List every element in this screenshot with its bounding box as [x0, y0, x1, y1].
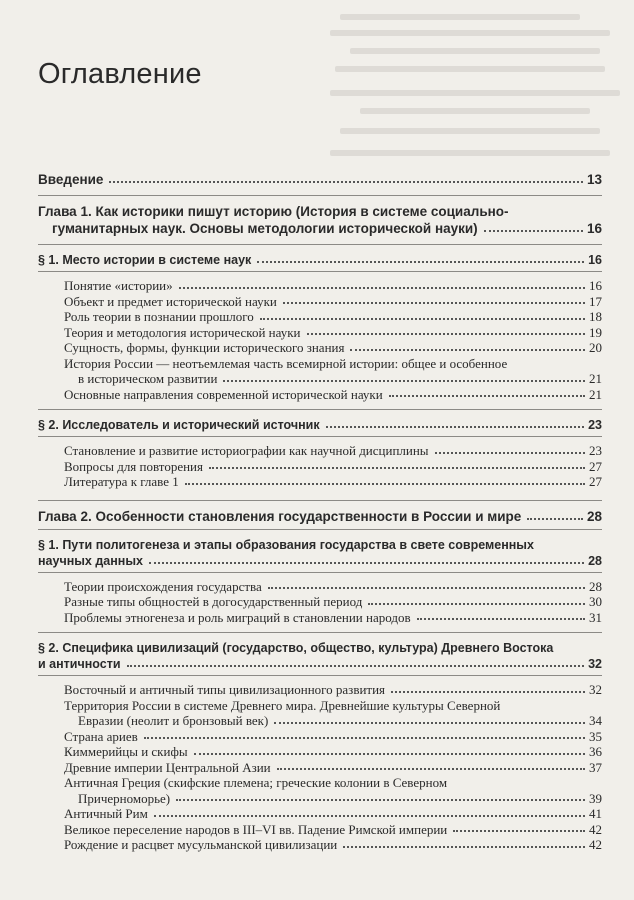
- dot-leader: [176, 799, 585, 801]
- toc-entry-ch1-sec2[interactable]: [38, 417, 602, 433]
- dot-leader: [127, 665, 585, 667]
- toc-entry-item[interactable]: [38, 775, 602, 806]
- toc-entry-label: Восточный и античный типы цивилизационного развития: [64, 682, 386, 697]
- toc-entry-item[interactable]: [38, 698, 602, 729]
- toc-entry-label: научных данных: [38, 553, 143, 568]
- toc-entry-label: Теория и методология исторической науки: [64, 324, 301, 340]
- toc-entry-label: гуманитарных наук. Основы методологии исторической науки): [52, 221, 478, 236]
- toc-entry-label: Введение: [38, 172, 104, 187]
- toc-entry-label: Страна ариев: [64, 728, 138, 744]
- toc-page-number: 34: [589, 713, 602, 728]
- toc-entry-label: История России — неотъемлемая часть всемирной истории: общее и особенное: [64, 355, 508, 371]
- toc-entry-chapter1[interactable]: [38, 203, 602, 237]
- toc-page-number: 23: [589, 443, 602, 458]
- toc-entry-label: Становление и развитие историографии как научной дисциплины: [64, 443, 429, 458]
- toc-entry-item[interactable]: [38, 340, 602, 356]
- toc-entry-item[interactable]: [38, 294, 602, 310]
- toc-entry-label: Причерноморье): [78, 790, 171, 806]
- toc-entry-item[interactable]: [38, 806, 602, 822]
- toc-entry-label: Великое переселение народов в III–VI вв. Падение Римской империи: [64, 821, 448, 837]
- toc-entry-label: § 2. Исследователь и исторический источник: [38, 418, 320, 432]
- dot-leader: [194, 753, 585, 755]
- toc-page-number: 42: [589, 837, 602, 852]
- dot-leader: [368, 603, 585, 605]
- toc-entry-item[interactable]: [38, 837, 602, 853]
- toc-page-number: 21: [589, 386, 602, 402]
- toc-entry-item[interactable]: [38, 594, 602, 610]
- dot-leader: [257, 261, 584, 263]
- toc-entry-label: Глава 1. Как историки пишут историю (История в системе социально-: [38, 204, 509, 219]
- toc-page-number: 42: [589, 821, 602, 837]
- toc-page-number: 16: [586, 221, 602, 236]
- toc-entry-item[interactable]: [38, 822, 602, 838]
- divider: [38, 409, 602, 410]
- dot-leader: [274, 722, 585, 724]
- divider: [38, 271, 602, 272]
- dot-leader: [223, 380, 585, 382]
- toc-page-number: 18: [589, 309, 602, 324]
- toc-entry-item[interactable]: [38, 356, 602, 387]
- toc-entry-label: Рождение и расцвет мусульманской цивилизации: [64, 837, 338, 852]
- dot-leader: [209, 467, 585, 469]
- toc-page-number: 17: [589, 293, 602, 309]
- toc-entry-item[interactable]: [38, 278, 602, 294]
- toc-page-number: 37: [589, 759, 602, 775]
- toc-entry-label: § 1. Пути политогенеза и этапы образования государства в свете современных: [38, 537, 534, 552]
- toc-entry-item[interactable]: [38, 760, 602, 776]
- toc-entry-item[interactable]: [38, 443, 602, 459]
- dot-leader: [527, 518, 583, 520]
- toc-entry-label: § 2. Специфика цивилизаций (государство, общество, культура) Древнего Востока: [38, 641, 554, 655]
- dot-leader: [179, 287, 585, 289]
- dot-leader: [154, 815, 585, 817]
- dot-leader: [185, 483, 585, 485]
- divider: [38, 244, 602, 245]
- dot-leader: [149, 562, 584, 564]
- toc-entry-item[interactable]: [38, 459, 602, 475]
- toc-page-number: 21: [589, 371, 602, 386]
- dot-leader: [343, 846, 585, 848]
- toc-entry-label: Понятие «истории»: [64, 278, 173, 293]
- toc-page-number: 28: [586, 508, 602, 524]
- toc-entry-label: Теории происхождения государства: [64, 578, 262, 594]
- toc-entry-label: Разные типы общностей в догосударственный период: [64, 594, 363, 609]
- toc-entry-label: Глава 2. Особенности становления государственности в России и мире: [38, 508, 522, 524]
- toc-page-number: 28: [589, 578, 602, 594]
- dot-leader: [144, 737, 585, 739]
- toc-page-number: 31: [589, 609, 602, 625]
- toc-entry-label: в историческом развитии: [78, 371, 218, 386]
- toc-entry-item[interactable]: [38, 474, 602, 490]
- toc-entry-label: Киммерийцы и скифы: [64, 744, 188, 759]
- toc-entry-label: Объект и предмет исторической науки: [64, 293, 277, 309]
- toc-entry-ch2-sec2[interactable]: [38, 640, 602, 672]
- toc-entry-label: Древние империи Центральной Азии: [64, 759, 271, 775]
- toc-entry-label: и античности: [38, 657, 121, 671]
- toc-entry-label: Литература к главе 1: [64, 474, 179, 489]
- toc-entry-label: Территория России в системе Древнего мира. Древнейшие культуры Северной: [64, 697, 501, 713]
- dot-leader: [391, 691, 585, 693]
- toc-page-number: 28: [588, 553, 602, 568]
- dot-leader: [277, 768, 585, 770]
- toc-entry-ch2-sec1[interactable]: [38, 537, 602, 569]
- toc-entry-item[interactable]: [38, 682, 602, 698]
- toc-page-number: 13: [586, 172, 602, 187]
- toc-entry-item[interactable]: [38, 309, 602, 325]
- toc-page-number: 39: [589, 790, 602, 806]
- dot-leader: [260, 318, 585, 320]
- toc-entry-item[interactable]: [38, 579, 602, 595]
- toc-page-number: 19: [589, 324, 602, 340]
- toc-entry-label: Вопросы для повторения: [64, 458, 203, 474]
- toc-entry-item[interactable]: [38, 387, 602, 403]
- toc-page-number: 27: [589, 458, 602, 474]
- dot-leader: [350, 349, 585, 351]
- dot-leader: [283, 302, 585, 304]
- toc-entry-label: Сущность, формы, функции исторического знания: [64, 340, 345, 355]
- divider: [38, 529, 602, 530]
- toc-entry-label: Основные направления современной исторической науки: [64, 386, 383, 402]
- page-title: Оглавление: [38, 58, 202, 90]
- dot-leader: [389, 395, 585, 397]
- toc-entry-item[interactable]: [38, 744, 602, 760]
- toc-entry-label: Роль теории в познании прошлого: [64, 309, 254, 324]
- toc-entry-item[interactable]: [38, 325, 602, 341]
- toc-entry-item[interactable]: [38, 729, 602, 745]
- divider: [38, 195, 602, 196]
- toc-page-number: 16: [589, 278, 602, 293]
- dot-leader: [268, 587, 585, 589]
- toc-entry-ch1-sec1[interactable]: [38, 252, 602, 268]
- toc-page-number: 32: [589, 682, 602, 697]
- toc-entry-label: Евразии (неолит и бронзовый век): [78, 713, 269, 728]
- toc-page-number: 27: [589, 474, 602, 489]
- toc-page-number: 36: [589, 744, 602, 759]
- divider: [38, 436, 602, 437]
- toc-entry-intro[interactable]: [38, 171, 602, 188]
- toc-page-number: 30: [589, 594, 602, 609]
- dot-leader: [453, 830, 585, 832]
- dot-leader: [417, 618, 585, 620]
- dot-leader: [435, 452, 585, 454]
- divider: [38, 632, 602, 633]
- dot-leader: [484, 230, 583, 232]
- toc-page-number: 16: [588, 253, 602, 267]
- divider: [38, 675, 602, 676]
- toc-page-number: 32: [588, 657, 602, 671]
- divider: [38, 572, 602, 573]
- toc-entry-label: Проблемы этногенеза и роль миграций в становлении народов: [64, 609, 411, 625]
- toc-page-number: 20: [589, 340, 602, 355]
- table-of-contents: [38, 171, 602, 853]
- toc-entry-label: § 1. Место истории в системе наук: [38, 253, 252, 267]
- toc-entry-label: Античный Рим: [64, 806, 148, 821]
- toc-page-number: 23: [588, 418, 602, 432]
- toc-page-number: 41: [589, 806, 602, 821]
- toc-entry-chapter2[interactable]: [38, 508, 602, 525]
- divider: [38, 500, 602, 501]
- dot-leader: [307, 333, 586, 335]
- toc-page-number: 35: [589, 728, 602, 744]
- dot-leader: [326, 426, 584, 428]
- toc-entry-label: Античная Греция (скифские племена; греческие колонии в Северном: [64, 775, 448, 790]
- dot-leader: [109, 181, 583, 183]
- toc-entry-item[interactable]: [38, 610, 602, 626]
